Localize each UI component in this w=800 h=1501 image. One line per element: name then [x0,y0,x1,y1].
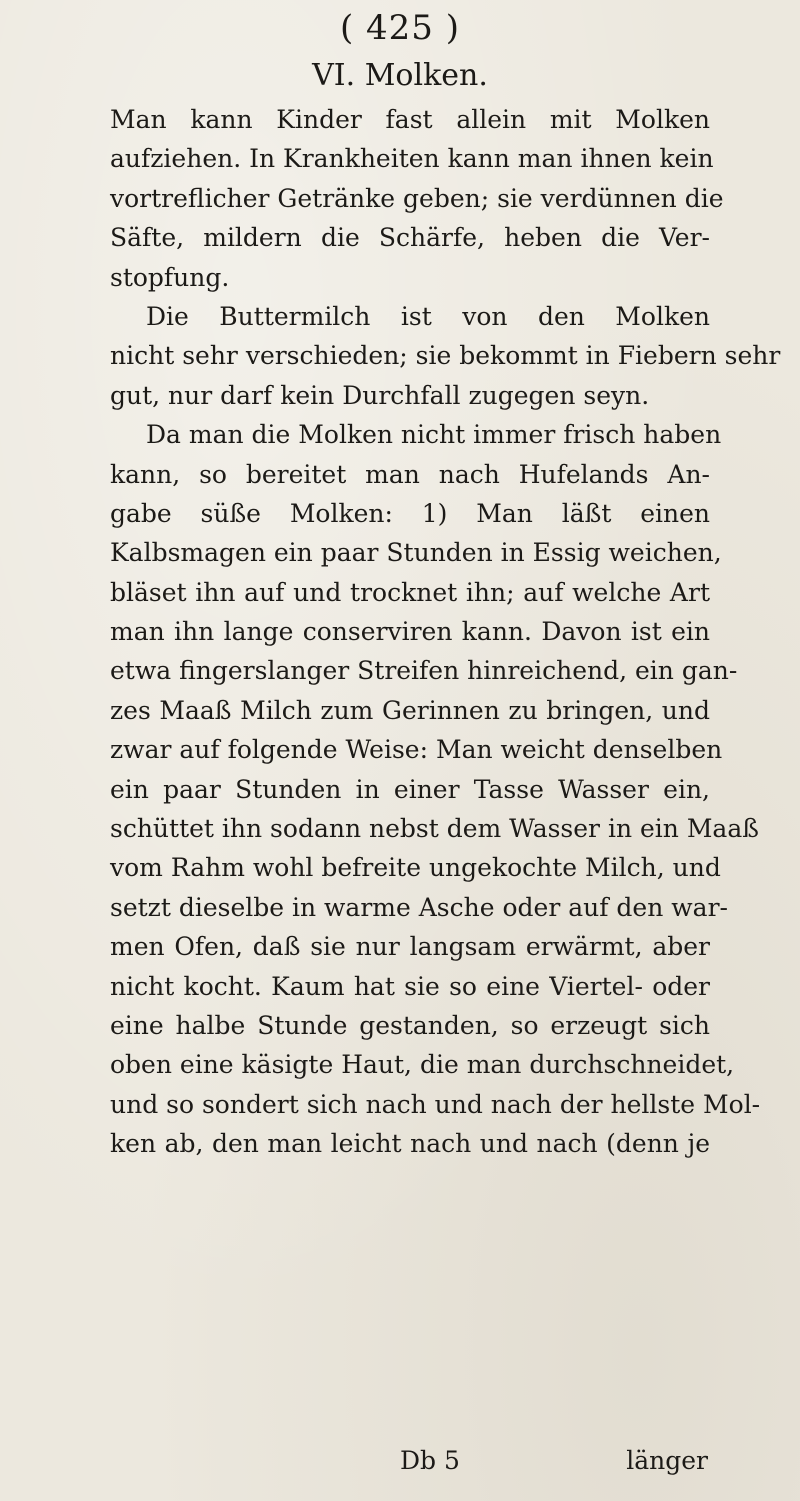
text-line: nicht sehr verschieden; sie bekommt in Fiebern sehr [110,341,781,371]
text-line: kann, so bereitet man nach Hufelands An- [110,459,710,489]
section-title: VI. Molken. [312,58,488,93]
text-line: eine halbe Stunde gestanden, so erzeugt sich [110,1010,710,1040]
text-line: etwa fingerslanger Streifen hinreichend, ein gan- [110,656,738,686]
text-line: ken ab, den man leicht nach und nach (denn je [110,1129,710,1159]
text-line: oben eine käsigte Haut, die man durchschneidet, [110,1050,735,1080]
text-line: gabe süße Molken: 1) Man läßt einen [110,498,710,528]
text-line: setzt dieselbe in warme Asche oder auf den war- [110,892,728,922]
body-text [110,100,781,1164]
page-footer [110,1441,710,1481]
text-line: Kalbsmagen ein paar Stunden in Essig weichen, [110,538,722,568]
text-line: stopfung. [110,262,230,292]
page-number: ( 425 ) [339,8,461,48]
text-line: aufziehen. In Krankheiten kann man ihnen kein [110,144,714,174]
text-line: vortreflicher Getränke geben; sie verdünnen die [110,183,724,213]
signature-mark: Db 5 [400,1446,460,1475]
text-line: zes Maaß Milch zum Gerinnen zu bringen, und [110,695,710,725]
text-line: bläset ihn auf und trocknet ihn; auf welche Art [110,577,710,607]
catchword: länger [626,1446,708,1475]
paragraph-start-line: Da man die Molken nicht immer frisch haben [146,420,722,450]
text-line: man ihn lange conserviren kann. Davon ist ein [110,617,710,647]
text-line: zwar auf folgende Weise: Man weicht denselben [110,735,723,765]
paragraph-start-line: Die Buttermilch ist von den Molken [146,301,710,331]
text-line: Säfte, mildern die Schärfe, heben die Ver- [110,223,710,253]
text-line: Man kann Kinder fast allein mit Molken [110,105,710,134]
text-line: schüttet ihn sodann nebst dem Wasser in ein Maaß [110,814,759,844]
text-line: nicht kocht. Kaum hat sie so eine Viertel- oder [110,971,710,1001]
text-line: men Ofen, daß sie nur langsam erwärmt, aber [110,932,710,962]
text-line: und so sondert sich nach und nach der hellste Mol- [110,1089,761,1119]
text-line: ein paar Stunden in einer Tasse Wasser ein, [110,774,710,804]
text-line: vom Rahm wohl befreite ungekochte Milch, und [110,853,721,883]
text-line: gut, nur darf kein Durchfall zugegen seyn. [110,380,650,410]
